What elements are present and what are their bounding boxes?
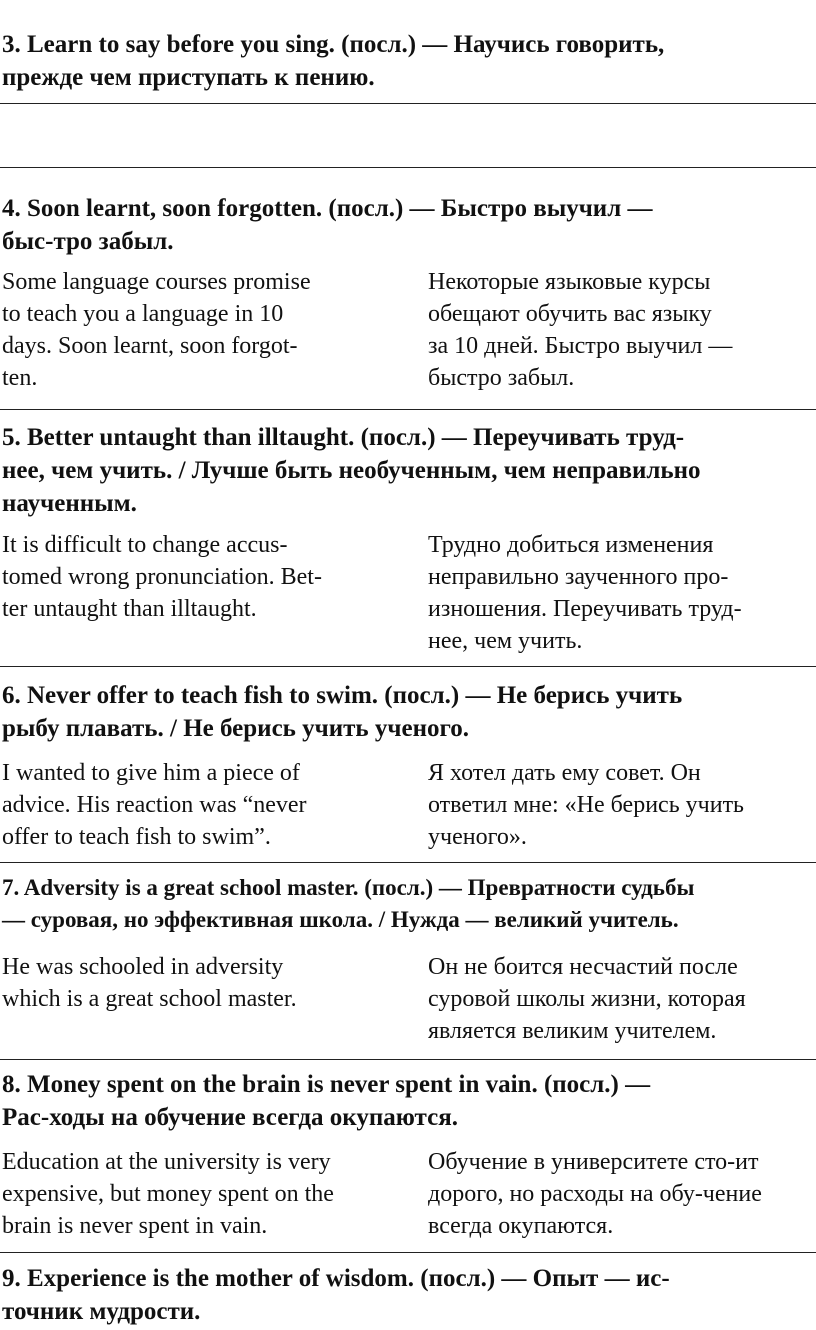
divider	[0, 1059, 816, 1060]
entry-7-heading: 7. Adversity is a great school master. (посл.) — Превратности судьбы — суровая, но эффективная школа. / Нужда — великий учитель.	[2, 875, 695, 932]
entry-8-heading: 8. Money spent on the brain is never spent in vain. (посл.) — Рас-ходы на обучение всегда окупаются.	[2, 1071, 651, 1131]
divider	[0, 666, 816, 667]
entry-3-heading: 3. Learn to say before you sing. (посл.) — Научись говорить, прежде чем приступать к пению.	[2, 31, 665, 91]
divider	[0, 862, 816, 863]
entry-8-english: Education at the university is very expensive, but money spent on the brain is never spent in vain.	[2, 1149, 334, 1239]
entry-6-russian: Я хотел дать ему совет. Он ответил мне: «Не берись учить ученого».	[428, 760, 744, 850]
divider	[0, 103, 816, 104]
entry-7-russian: Он не боится несчастий после суровой школы жизни, которая является великим учителем.	[428, 954, 746, 1044]
entry-4-russian: Некоторые языковые курсы обещают обучить вас языку за 10 дней. Быстро выучил — быстро забыл.	[428, 269, 733, 391]
divider	[0, 1252, 816, 1253]
entry-6-heading: 6. Never offer to teach fish to swim. (посл.) — Не берись учить рыбу плавать. / Не берись учить ученого.	[2, 682, 683, 742]
entry-6-english: I wanted to give him a piece of advice. His reaction was “never offer to teach fish to swim”.	[2, 760, 307, 850]
entry-5-english: It is difficult to change accus- tomed wrong pronunciation. Bet- ter untaught than illtaught.	[2, 532, 322, 622]
entry-5-russian: Трудно добиться изменения неправильно заученного про- изношения. Переучивать труд- нее, чем учить.	[428, 532, 742, 654]
entry-4-heading: 4. Soon learnt, soon forgotten. (посл.) — Быстро выучил — быс-тро забыл.	[2, 195, 653, 255]
entry-8-russian: Обучение в университете сто-ит дорого, но расходы на обу-чение всегда окупаются.	[428, 1149, 762, 1239]
divider	[0, 167, 816, 168]
entry-4-english: Some language courses promise to teach you a language in 10 days. Soon learnt, soon forgot- ten.	[2, 269, 311, 391]
entry-9-heading: 9. Experience is the mother of wisdom. (посл.) — Опыт — ис- точник мудрости.	[2, 1265, 670, 1325]
entry-7-english: He was schooled in adversity which is a great school master.	[2, 954, 297, 1012]
entry-5-heading: 5. Better untaught than illtaught. (посл.) — Переучивать труд- нее, чем учить. / Лучше быть необученным, чем неправильно наученным.	[2, 424, 701, 517]
divider	[0, 409, 816, 410]
